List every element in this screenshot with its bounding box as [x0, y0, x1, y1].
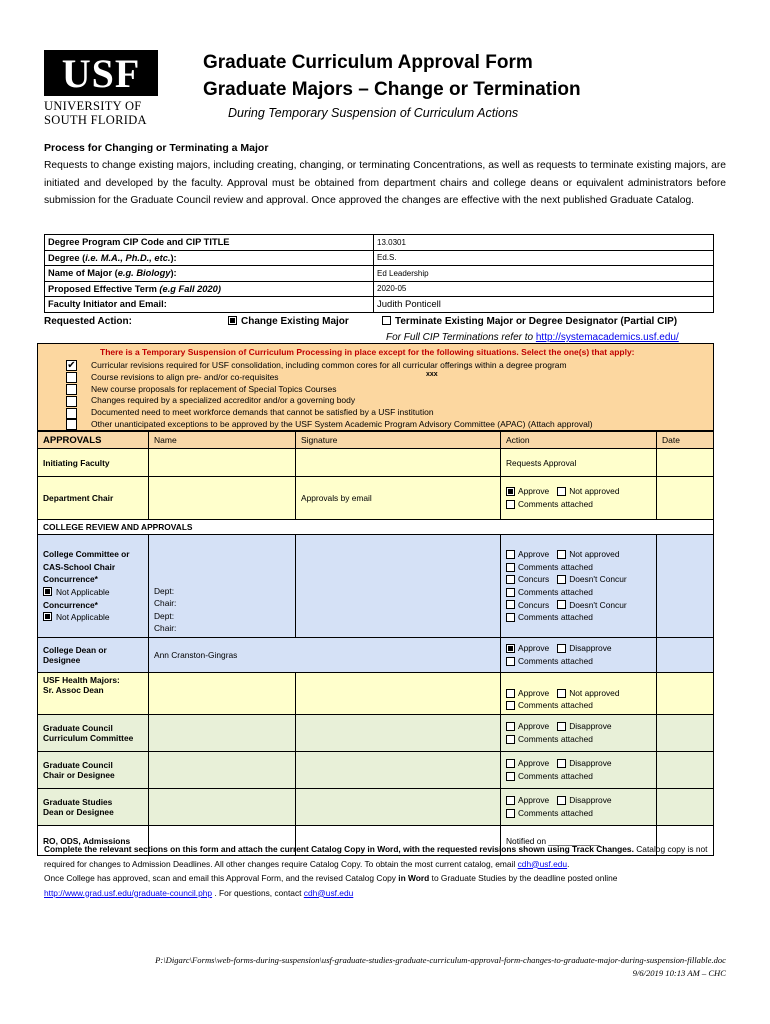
option-label: Comments attached [518, 587, 593, 597]
approve-checkbox[interactable] [506, 550, 515, 559]
xxx-mark: xxx [426, 371, 438, 378]
email-link[interactable]: cdh@usf.edu [303, 887, 354, 898]
label-line: College Dean or [43, 645, 107, 655]
na-checkbox[interactable] [43, 612, 52, 621]
college-committee-label [38, 535, 149, 638]
label-line: Chair or Designee [43, 770, 115, 780]
college-committee-name [149, 535, 296, 638]
college-section-label: COLLEGE REVIEW AND APPROVALS [38, 520, 714, 535]
item-label: Course revisions to align pre- and/or co-requisites [91, 371, 279, 382]
option-label: Approve [518, 687, 550, 698]
approve-checkbox[interactable] [506, 487, 515, 496]
option-label: Approve [518, 721, 550, 732]
term-field[interactable]: 2020-05 [374, 281, 714, 297]
option-label: Comments attached [518, 612, 593, 623]
dept-label: Dept: [154, 610, 175, 621]
ro-action: Notified on ___________ [501, 826, 657, 856]
option-label: Comments attached [518, 656, 593, 666]
checkbox[interactable] [66, 372, 77, 383]
comments-checkbox[interactable] [506, 809, 515, 818]
label-line: Curriculum Committee [43, 733, 134, 743]
checkbox[interactable] [66, 419, 77, 430]
table-row [38, 638, 714, 673]
approve-checkbox[interactable] [506, 759, 515, 768]
item-label: Documented need to meet workforce demands that cannot be satisfied by a USF institution [91, 407, 434, 418]
option-label: Disapprove [569, 758, 612, 769]
dept-chair-label: Department Chair [38, 477, 149, 520]
option-label: Comments attached [518, 561, 593, 572]
doc-date: 9/6/2019 10:13 AM – CHC [632, 967, 726, 978]
table-row [45, 250, 714, 266]
college-committee-action [501, 535, 657, 638]
table-row [38, 673, 714, 715]
doesnt-concur-checkbox[interactable] [557, 575, 566, 584]
form-subtitle-main: Graduate Majors – Change or Termination [203, 79, 581, 100]
terminate-option[interactable] [382, 316, 677, 327]
label-line: CAS-School Chair [43, 561, 116, 572]
checkbox[interactable] [66, 408, 77, 419]
option-label: Approve [518, 758, 550, 769]
comments-checkbox[interactable] [506, 588, 515, 597]
major-label: Name of Major (e.g. Biology): [45, 266, 374, 282]
initiating-date-field[interactable] [657, 449, 714, 477]
option-label: Comments attached [518, 771, 593, 781]
cip-note [386, 332, 679, 343]
item-label: Curricular revisions required for USF consolidation, including common cores for all curricular offerings within a degree program [91, 360, 567, 370]
dept-label: Dept: [154, 585, 175, 596]
approve-checkbox[interactable] [506, 689, 515, 698]
table-row [38, 449, 714, 477]
concurs-checkbox[interactable] [506, 575, 515, 584]
form-title: Graduate Curriculum Approval Form [203, 52, 533, 73]
list-item[interactable] [66, 360, 593, 372]
gc-committee-action [501, 715, 657, 752]
gc-committee-label [38, 715, 149, 752]
comments-checkbox[interactable] [506, 613, 515, 622]
option-label: Disapprove [569, 795, 612, 806]
option-label: Comments attached [518, 808, 593, 818]
dept-chair-name-field[interactable] [149, 477, 296, 520]
list-item[interactable] [66, 372, 593, 384]
option-label: Approve [518, 486, 550, 497]
cip-field[interactable]: 13.0301 [374, 235, 714, 251]
signature-header: Signature [296, 432, 501, 449]
terminate-label: Terminate Existing Major or Degree Designator (Partial CIP) [395, 316, 678, 327]
gc-chair-label [38, 752, 149, 789]
gc-chair-date-field[interactable] [657, 752, 714, 789]
table-row [38, 535, 714, 638]
requested-action-label: Requested Action: [44, 316, 132, 327]
cip-note-text: For Full CIP Terminations refer to [386, 332, 536, 343]
footer-text-3: Once College has approved, scan and email this Approval Form, and the revised Catalog Copy [44, 873, 399, 883]
dept-chair-signature[interactable]: Approvals by email [296, 477, 501, 520]
footer-bold-2: in Word [398, 873, 430, 883]
doesnt-concur-checkbox[interactable] [557, 600, 566, 609]
gs-dean-date-field[interactable] [657, 789, 714, 826]
dept-chair-date-field[interactable] [657, 477, 714, 520]
table-row [45, 281, 714, 297]
option-label: Not approved [569, 549, 620, 560]
label-line: Dean or Designee [43, 807, 114, 817]
list-item[interactable] [66, 407, 593, 419]
usf-logo [44, 50, 162, 127]
file-path: P:\Digarc\Forms\web-forms-during-suspension\usf-graduate-studies-graduate-curriculum-approval-form-changes-to-graduate-major-during-suspension-fillable.doc [155, 955, 726, 965]
degree-label: Degree (i.e. M.A., Ph.D., etc.): [45, 250, 374, 266]
option-label: Disapprove [569, 643, 612, 654]
initiator-label: Faculty Initiator and Email: [45, 297, 374, 313]
option-label: Doesn't Concur [569, 599, 627, 610]
list-item[interactable] [66, 395, 593, 407]
not-approved-checkbox[interactable] [557, 689, 566, 698]
disapprove-checkbox[interactable] [557, 796, 566, 805]
initiating-action: Requests Approval [501, 449, 657, 477]
chair-label: Chair: [154, 598, 177, 609]
option-label: Approve [518, 795, 550, 806]
suspension-title: There is a Temporary Suspension of Curriculum Processing in place except for the following situations. Select the one(s) that apply: [100, 347, 635, 357]
chair-label: Chair: [154, 623, 177, 634]
college-dean-action [501, 638, 657, 673]
footer-text-2: . [567, 858, 570, 869]
comments-checkbox[interactable] [506, 500, 515, 509]
label-line: College Committee or [43, 549, 130, 560]
date-header: Date [657, 432, 714, 449]
grad-council-link[interactable]: http://www.grad.usf.edu/graduate-council.php [44, 887, 213, 898]
initiating-name-field[interactable] [149, 449, 296, 477]
initiating-signature-field[interactable] [296, 449, 501, 477]
degree-field[interactable]: Ed.S. [374, 250, 714, 266]
list-item[interactable] [66, 384, 593, 396]
gc-chair-name-field[interactable] [149, 752, 296, 789]
not-approved-checkbox[interactable] [557, 487, 566, 496]
table-row [38, 752, 714, 789]
footer-text-4: to Graduate Studies by the deadline posted online [429, 873, 618, 883]
label-line: Concurrence* [43, 599, 98, 610]
approvals-header: APPROVALS [38, 432, 149, 449]
comments-checkbox[interactable] [506, 701, 515, 710]
suspension-panel [37, 343, 714, 431]
disapprove-checkbox[interactable] [557, 759, 566, 768]
process-heading: Process for Changing or Terminating a Major [44, 142, 269, 154]
gs-dean-signature-field[interactable] [296, 789, 501, 826]
option-label: Doesn't Concur [569, 574, 627, 585]
action-header: Action [501, 432, 657, 449]
gc-chair-signature-field[interactable] [296, 752, 501, 789]
option-label: Disapprove [569, 721, 612, 732]
label-line: Graduate Council [43, 723, 113, 733]
cip-link[interactable]: http://systemacademics.usf.edu/ [535, 332, 679, 343]
option-label: Comments attached [518, 700, 593, 711]
comments-checkbox[interactable] [506, 735, 515, 744]
footer-instructions [44, 842, 726, 900]
concurs-checkbox[interactable] [506, 600, 515, 609]
change-existing-option[interactable] [228, 316, 349, 327]
option-label: Concurs [518, 599, 550, 610]
label-line: Designee [43, 655, 81, 665]
college-dean-name[interactable]: Ann Cranston-Gingras [149, 638, 501, 673]
label-line: Graduate Studies [43, 797, 113, 807]
logo-text [44, 99, 162, 127]
comments-checkbox[interactable] [506, 657, 515, 666]
disapprove-checkbox[interactable] [557, 722, 566, 731]
gc-chair-action [501, 752, 657, 789]
option-label: Not Applicable [56, 587, 110, 597]
comments-checkbox[interactable] [506, 772, 515, 781]
footer-text-5: . For questions, contact [212, 887, 304, 898]
health-label [38, 673, 149, 715]
college-committee-date-field[interactable] [657, 535, 714, 638]
health-action [501, 673, 657, 715]
approvals-table [37, 431, 714, 856]
option-label: Comments attached [518, 734, 593, 744]
not-approved-checkbox[interactable] [557, 550, 566, 559]
gc-committee-signature-field[interactable] [296, 715, 501, 752]
change-checkbox[interactable] [228, 316, 237, 325]
logo-line-2: SOUTH FLORIDA [44, 113, 147, 127]
table-row [38, 520, 714, 535]
form-subtitle: During Temporary Suspension of Curriculum Actions [228, 106, 519, 120]
gs-dean-action [501, 789, 657, 826]
na-option-1[interactable] [43, 586, 143, 599]
option-label: Not approved [569, 687, 620, 698]
na-checkbox[interactable] [43, 587, 52, 596]
gc-committee-date-field[interactable] [657, 715, 714, 752]
change-label: Change Existing Major [241, 316, 349, 327]
dept-chair-action [501, 477, 657, 520]
document-path [155, 954, 726, 979]
cip-label: Degree Program CIP Code and CIP TITLE [45, 235, 374, 251]
label-line: USF Health Majors: [43, 675, 120, 685]
item-label: Changes required by a specialized accreditor and/or a governing body [91, 395, 356, 406]
option-label: Comments attached [518, 499, 593, 509]
option-label: Approve [518, 549, 550, 560]
footer-bold-1: Complete the relevant sections on this form and attach the current Catalog Copy in Word, with the requested revisions shown using Track Changes. [44, 844, 634, 854]
suspension-list [66, 360, 593, 431]
approve-checkbox[interactable] [506, 644, 515, 653]
approve-checkbox[interactable] [506, 796, 515, 805]
major-field[interactable]: Ed Leadership [374, 266, 714, 282]
gs-dean-name-field[interactable] [149, 789, 296, 826]
option-label: Not approved [569, 486, 620, 497]
health-date-field[interactable] [657, 673, 714, 715]
table-row [38, 715, 714, 752]
term-label: Proposed Effective Term (e.g Fall 2020) [45, 281, 374, 297]
logo-mark: USF [44, 50, 158, 96]
process-body: Requests to change existing majors, including creating, changing, or terminating Concentrations, as well as requests to terminate existing majors, are initiated and developed by the faculty. Approval must be obtained from department chairs and college deans or equivalent administrators before submission for the Graduate Council review and approval. Once approved the changes are effective with the next published Graduate Catalog. [44, 160, 726, 206]
na-option-2[interactable] [43, 611, 143, 624]
program-info-table [44, 234, 714, 313]
table-row [38, 477, 714, 520]
footer-text-1: Catalog copy is not required for changes to Admission Deadlines. All other changes require Catalog Copy. To obtain the most current catalog, email [44, 844, 708, 869]
email-link[interactable]: cdh@usf.edu [517, 858, 568, 869]
college-dean-date-field[interactable] [657, 638, 714, 673]
table-row [38, 789, 714, 826]
table-row [45, 235, 714, 251]
table-row [45, 266, 714, 282]
item-label: Other unanticipated exceptions to be approved by the USF System Academic Program Advisory Committee (APAC) (Attach approval) [91, 418, 593, 429]
approve-checkbox[interactable] [506, 722, 515, 731]
college-committee-signature-field[interactable] [296, 535, 501, 638]
item-label: New course proposals for replacement of Special Topics Courses [91, 383, 337, 394]
name-header: Name [149, 432, 296, 449]
initiator-field[interactable]: Judith Ponticell [374, 297, 714, 313]
label-line: Sr. Assoc Dean [43, 685, 104, 695]
checkbox[interactable] [66, 384, 77, 395]
checkmark-icon[interactable]: ✔ [67, 359, 76, 371]
approvals-header-row [38, 432, 714, 449]
comments-checkbox[interactable] [506, 563, 515, 572]
health-name-field[interactable] [149, 673, 296, 715]
gc-committee-name-field[interactable] [149, 715, 296, 752]
ro-label: RO, ODS, Admissions [38, 826, 149, 856]
gs-dean-label [38, 789, 149, 826]
health-signature-field[interactable] [296, 673, 501, 715]
label-line: Graduate Council [43, 760, 113, 770]
label-line: Concurrence* [43, 574, 98, 585]
college-dean-label [38, 638, 149, 673]
table-row [45, 297, 714, 313]
option-label: Concurs [518, 574, 550, 585]
logo-line-1: UNIVERSITY OF [44, 99, 142, 113]
option-label: Approve [518, 643, 550, 654]
disapprove-checkbox[interactable] [557, 644, 566, 653]
option-label: Not Applicable [56, 612, 110, 623]
terminate-checkbox[interactable] [382, 316, 391, 325]
initiating-faculty-label: Initiating Faculty [38, 449, 149, 477]
checkbox[interactable] [66, 396, 77, 407]
list-item[interactable] [66, 419, 593, 431]
